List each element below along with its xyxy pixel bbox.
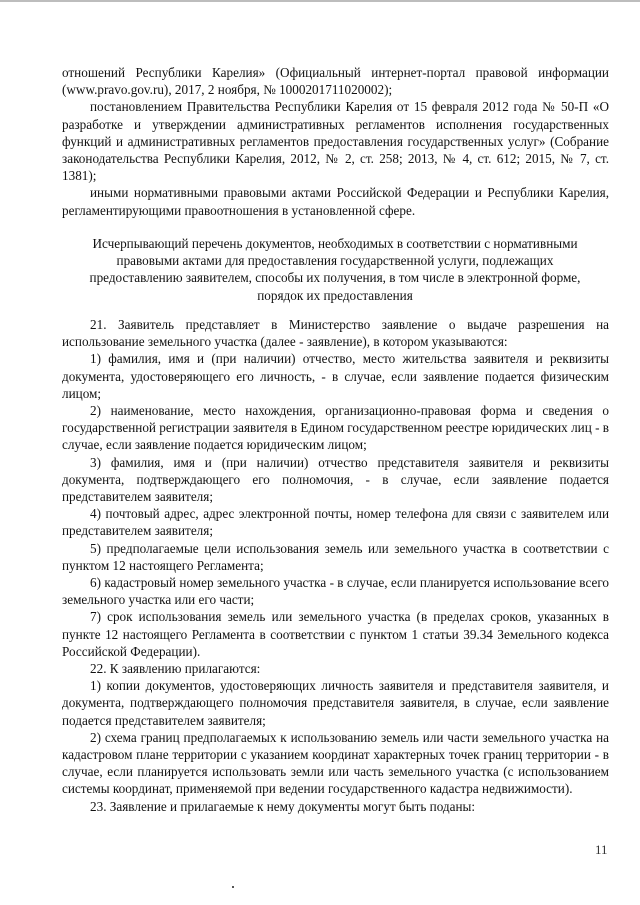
clause-21: 21. Заявитель представляет в Министерство заявление о выдаче разрешения на использование земельного участка (далее - заявление), в котором указываются: — [62, 317, 609, 350]
main-text-block — [62, 316, 609, 815]
clause-21-item-4: 4) почтовый адрес, адрес электронной почты, номер телефона для связи с заявителем или представителем заявителя; — [62, 506, 609, 539]
scan-speck — [232, 886, 234, 888]
clause-21-item-3: 3) фамилия, имя и (при наличии) отчество представителя заявителя и реквизиты документа, подтверждающего его полномочия, - в случае, если заявление подается представителем заявителя; — [62, 454, 609, 505]
clause-22-item-2: 2) схема границ предполагаемых к использованию земель или части земельного участка на кадастровом плане территории с указанием координат характерных точек границ территории - в случае, если планируется использовать земли или часть земельного участка (с использованием системы координат, применяемой при ведении государственного кадастра недвижимости). — [62, 729, 609, 797]
clause-22-item-1: 1) копии документов, удостоверяющих личность заявителя и представителя заявителя, и документа, подтверждающего полномочия представителя заявителя, в случае, если заявление подается представителем заявителя; — [62, 678, 609, 728]
clause-21-item-6: 6) кадастровый номер земельного участка - в случае, если планируется использование всего земельного участка или его части; — [62, 575, 609, 608]
clause-21-item-1: 1) фамилия, имя и (при наличии) отчество, место жительства заявителя и реквизиты документа, удостоверяющего его личность, - в случае, если заявление подается физическим лицом; — [62, 351, 609, 401]
paragraph-resolution: постановлением Правительства Республики Карелия от 15 февраля 2012 года № 50-П «О разработке и утверждении административных регламентов исполнения государственных функций и административных регламентов предоставления государственных услуг» (Собрание законодательства Республики Карелия, 2012, № 2, ст. 258; 2013, № 4, ст. 612; 2015, № 7, ст. 1381); — [62, 99, 609, 184]
clause-23: 23. Заявление и прилагаемые к нему документы могут быть поданы: — [90, 798, 476, 814]
section-heading: Исчерпывающий перечень документов, необходимых в соответствии с нормативными правовыми актами для предоставления государственной услуги, подлежащих предоставлению заявителем, способы их получения, в том числе в электронной форме, порядок их предоставления — [89, 236, 581, 303]
clause-21-item-7: 7) срок использования земель или земельного участка (в пределах сроков, указанных в пункте 12 настоящего Регламента в соответствии с пунктом 1 статьи 39.34 Земельного кодекса Российской Федерации). — [62, 609, 609, 659]
clause-21-item-5: 5) предполагаемые цели использования земель или земельного участка в соответствии с пунктом 12 настоящего Регламента; — [62, 540, 609, 573]
clause-21-item-2: 2) наименование, место нахождения, организационно-правовая форма и сведения о государственной регистрации заявителя в Едином государственном реестре юридических лиц - в случае, если заявление подается юридическим лицом; — [62, 403, 609, 453]
page-number: 11 — [595, 842, 608, 857]
scan-top-edge — [0, 0, 640, 2]
paragraph-continuation: отношений Республики Карелия» (Официальный интернет-портал правовой информации (www.pravo.gov.ru), 2017, 2 ноября, № 1000201711020002); — [62, 65, 609, 98]
paragraph-other-acts: иными нормативными правовыми актами Российской Федерации и Республики Карелия, регламентирующими правоотношения в установленной сфере. — [62, 185, 609, 218]
clause-22: 22. К заявлению прилагаются: — [90, 661, 261, 677]
top-text-block — [62, 64, 609, 219]
